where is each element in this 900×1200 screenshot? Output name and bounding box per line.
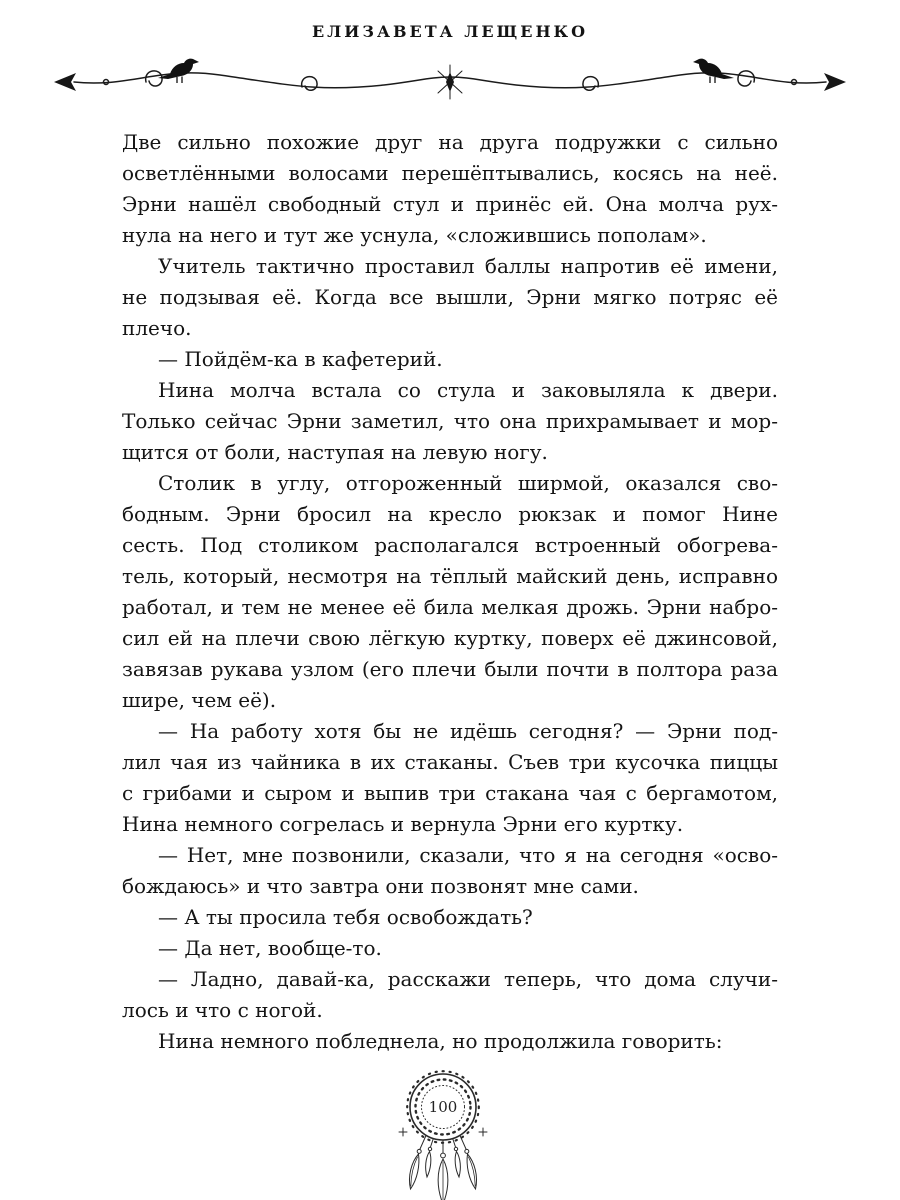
paragraph [122,964,778,1026]
text-line: тель, который, несмотря на тёплый майский день, исправно [122,564,778,588]
paragraph [122,251,778,344]
text-line: сесть. Под столиком располагался встроенный обогрева- [122,533,778,557]
feather-icon [409,1136,426,1190]
bird-icon [158,59,199,83]
sparkle-icon [479,1128,487,1136]
text-line: сил ей на плечи свою лёгкую куртку, поверх её джинсовой, [122,626,778,650]
text-line: завязав рукава узлом (его плечи были почти в полтора раза [122,657,778,681]
text-line: Столик в углу, отгороженный ширмой, оказался сво- [158,471,778,495]
text-line: лил чая из чайника в их стаканы. Съев три кусочка пиццы [122,750,778,774]
page-body [122,127,778,1057]
text-line: нула на него и тут же уснула, «сложившись пополам». [122,223,707,247]
feather-icon [460,1136,477,1190]
paragraph [122,716,778,840]
sparkle-icon [399,1128,407,1136]
feather-icon [453,1140,460,1178]
paragraph [122,902,778,933]
text-line: с грибами и сыром и выпив три стакана чая с бергамотом, [122,781,778,805]
text-line: — Ладно, давай-ка, расскажи теперь, что дома случи- [158,967,778,991]
text-line: осветлёнными волосами перешёптывались, косясь на неё. [122,161,778,185]
text-line: Только сейчас Эрни заметил, что она прихрамывает и мор- [122,409,778,433]
text-line: — Да нет, вообще-то. [158,936,382,960]
text-line: Эрни нашёл свободный стул и принёс ей. Она молча рух- [122,192,778,216]
paragraph [122,933,778,964]
text-line: Нина немного побледнела, но продолжила говорить: [158,1029,723,1053]
feather-icon [438,1140,448,1200]
author-header: ЕЛИЗАВЕТА ЛЕЩЕНКО [311,22,589,41]
text-line: щится от боли, наступая на левую ногу. [122,440,548,464]
text-line: не подзывая её. Когда все вышли, Эрни мягко потряс её плечо. [122,285,778,340]
paragraph [122,375,778,468]
header-flourish-divider [50,52,850,108]
text-line: Учитель тактично проставил баллы напротив её имени, [158,254,778,278]
text-line: бождаюсь» и что завтра они позвонят мне сами. [122,874,639,898]
paragraph [122,127,778,251]
paragraph [122,344,778,375]
feather-icon [426,1140,433,1178]
page-number: 100 [428,1098,458,1116]
text-line: бодным. Эрни бросил на кресло рюкзак и помог Нине [122,502,778,526]
paragraph [122,468,778,716]
paragraph [122,840,778,902]
text-line: Две сильно похожие друг на друга подружки с сильно [122,130,778,154]
text-line: — Пойдём-ка в кафетерий. [158,347,443,371]
text-line: Нина немного согрелась и вернула Эрни его куртку. [122,812,684,836]
text-line: шире, чем её). [122,688,277,712]
dreamcatcher-ornament [393,1066,493,1200]
text-line: работал, и тем не менее её била мелкая дрожь. Эрни набро- [122,595,778,619]
bird-icon [693,59,734,83]
text-line: Нина молча встала со стула и заковыляла к двери. [158,378,778,402]
text-line: — На работу хотя бы не идёшь сегодня? — Эрни под- [158,719,778,743]
text-line: лось и что с ногой. [122,998,323,1022]
paragraph [122,1026,778,1057]
text-line: — Нет, мне позвонили, сказали, что я на сегодня «осво- [158,843,778,867]
text-line: — А ты просила тебя освобождать? [158,905,533,929]
